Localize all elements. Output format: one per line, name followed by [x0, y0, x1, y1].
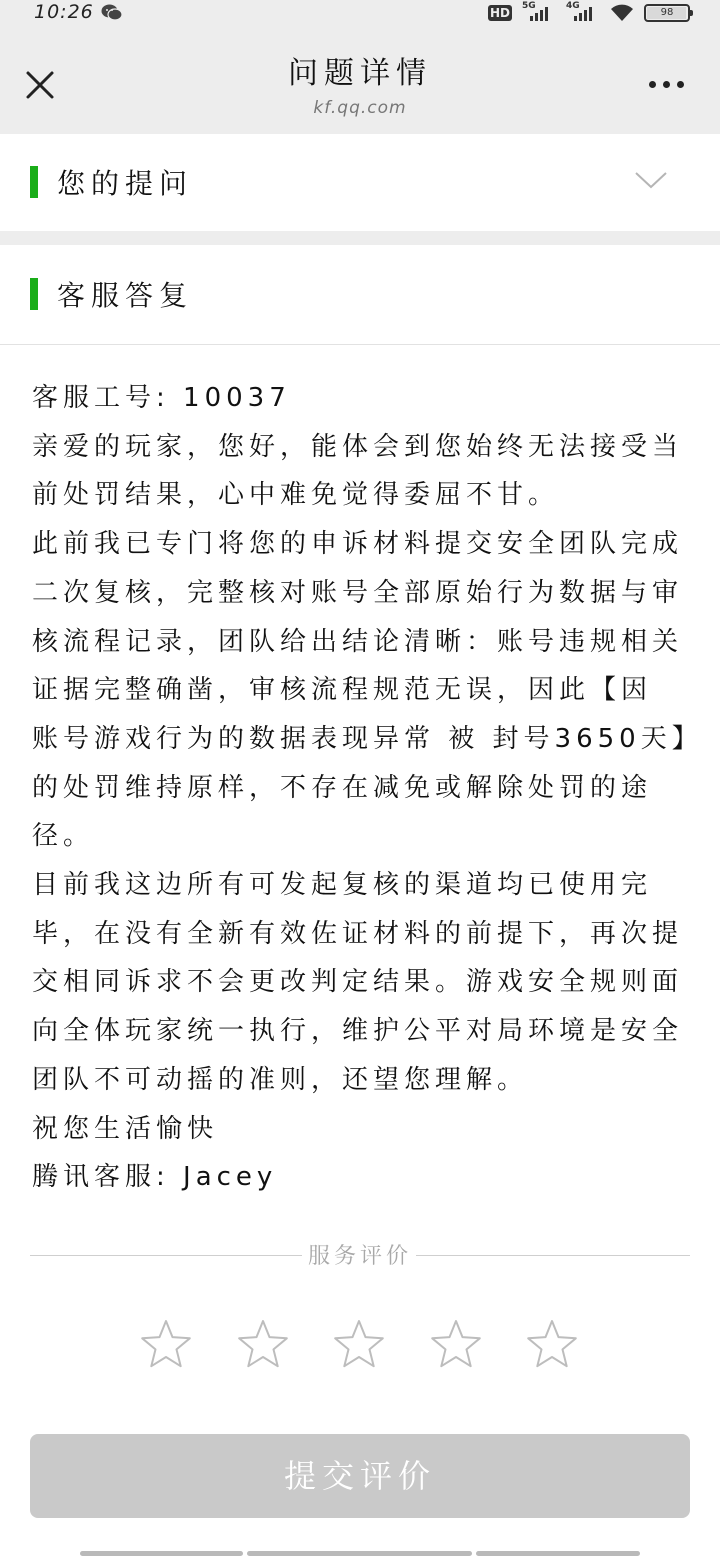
star-icon[interactable] [332, 1318, 386, 1372]
battery-icon [644, 4, 690, 22]
more-dot-icon [677, 81, 684, 88]
home-indicator [0, 1549, 720, 1557]
reply-paragraph: 目前我这边所有可发起复核的渠道均已使用完毕，在没有全新有效佐证材料的前提下，再次提交相同诉求不会更改判定结果。游戏安全规则面向全体玩家统一执行，维护公平对局环境是安全团队不可动摇的准则，还望您理解。 [32, 870, 684, 1095]
hd-badge: HD [489, 6, 510, 20]
question-section-header[interactable] [0, 134, 720, 231]
status-indicators [488, 2, 690, 24]
reply-section-header [0, 245, 720, 344]
submit-rating-button[interactable]: 提交评价 [30, 1434, 690, 1518]
section-accent-bar [30, 278, 38, 310]
reply-paragraph: 此前我已专门将您的申诉材料提交安全团队完成二次复核，完整核对账号全部原始行为数据与审核流程记录，团队给出结论清晰：账号违规相关证据完整确凿，审核流程规范无误，因此【因 账号游戏行为的数据表现异常 被 封号3650天】的处罚维持原样，不存在减免或解除处罚的途径。 [32, 529, 690, 852]
section-accent-bar [30, 166, 38, 198]
nav-bar [0, 26, 720, 134]
rating-label: 服务评价 [307, 1244, 412, 1269]
divider-line [0, 344, 720, 345]
rating-divider [30, 1239, 690, 1269]
reply-content [32, 374, 692, 1202]
signal-4g-icon: 4G [566, 3, 600, 23]
reply-paragraph: 亲爱的玩家，您好，能体会到您始终无法接受当前处罚结果，心中难免觉得委屈不甘。 [32, 431, 684, 511]
page-title: 问题详情 [288, 56, 432, 91]
status-bar [0, 0, 720, 26]
star-icon[interactable] [139, 1318, 193, 1372]
reply-closing: 祝您生活愉快 [32, 1113, 219, 1144]
more-options-button[interactable] [649, 81, 684, 88]
chevron-down-icon[interactable] [634, 170, 668, 190]
agent-id-text: 客服工号: 10037 [32, 383, 291, 413]
star-icon[interactable] [236, 1318, 290, 1372]
more-dot-icon [649, 81, 656, 88]
star-icon[interactable] [525, 1318, 579, 1372]
wechat-icon [101, 3, 123, 22]
star-icon[interactable] [429, 1318, 483, 1372]
reply-signature: 腾讯客服: Jacey [32, 1162, 278, 1193]
more-dot-icon [663, 81, 670, 88]
question-section-title: 您的提问 [57, 167, 194, 200]
page-domain: kf.qq.com [313, 98, 407, 118]
signal-5g-icon: 5G [522, 3, 556, 23]
star-rating [0, 1318, 720, 1374]
divider-line [416, 1255, 690, 1256]
wifi-icon [610, 4, 634, 22]
reply-section-title: 客服答复 [57, 279, 194, 312]
status-time: 10:26 [34, 1, 94, 23]
section-divider [0, 231, 720, 245]
battery-level: 98 [660, 7, 674, 18]
